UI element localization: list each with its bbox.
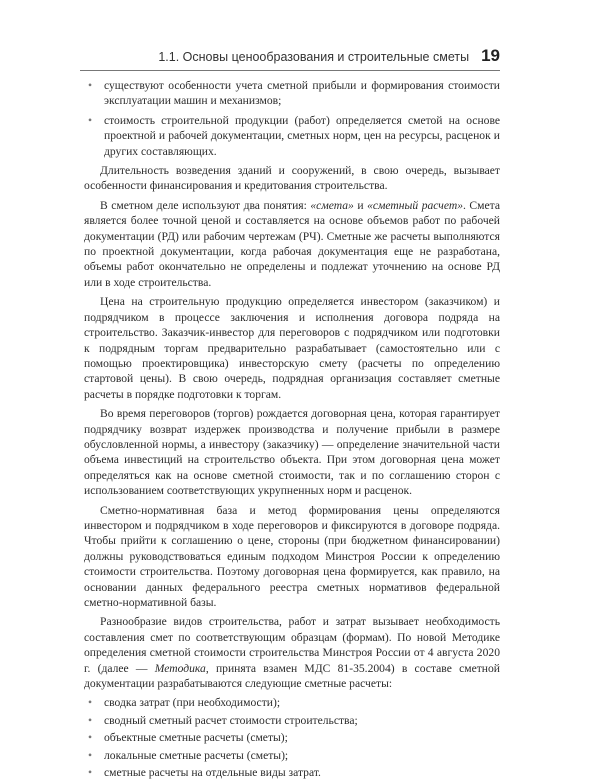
term-metodika: Методика xyxy=(154,661,206,675)
paragraph: В сметном деле используют два понятия: «смета» и «сметный расчет». Смета является более точной ценой и составляется на основе объемов работ по рабочей документации (РД) или рабочим чертежам (РЧ). Сметные же расчеты выполняются по проектной документации, когда рабочая документация еще не разработана, объемы работ окончательно не определены и подлежат уточнению на основе РД или в ходе строительства. xyxy=(84,198,500,289)
paragraph: Длительность возведения зданий и сооружений, в свою очередь, вызывает особенности финансирования и кредитования строительства. xyxy=(84,164,500,193)
list-item: • сметные расчеты на отдельные виды затрат. xyxy=(88,766,321,780)
header-rule xyxy=(80,70,500,71)
bullet-icon: • xyxy=(88,113,93,127)
list-item: • существуют особенности учета сметной прибыли и формирования стоимости эксплуатации машин и механизмов; xyxy=(88,79,500,108)
running-header xyxy=(80,46,500,66)
bullet-icon: • xyxy=(88,696,93,710)
bullet-list-top xyxy=(84,78,500,159)
bullet-icon: • xyxy=(88,713,93,727)
bullet-list-bottom xyxy=(84,695,500,780)
page-number: 19 xyxy=(481,46,500,65)
paragraph: Во время переговоров (торгов) рождается договорная цена, которая гарантирует подрядчику возврат издержек производства и получение прибыли в размере обусловленной нормы, а инвестору (заказчику) — определение значительной части объема инвестиций на строительство объекта. При этом договорная цена может определяться как на основе сметной стоимости, так и по соглашению сторон с использованием соответствующих укрупненных норм и расценок. xyxy=(84,407,500,498)
term-smetny-raschet: «сметный расчет» xyxy=(367,198,463,212)
term-smeta: «смета» xyxy=(310,198,354,212)
list-item: • локальные сметные расчеты (сметы); xyxy=(88,748,289,762)
paragraph: Сметно-нормативная база и метод формирования цены определяются инвестором и подрядчиком в ходе переговоров и фиксируются в договоре подряда. Чтобы прийти к соглашению о цене, стороны (при бюджетном финансировании) должны руководствоваться единым подходом Минстроя России к определению стоимости строительства. Поэтому договорная цена формируется, как правило, на основании данных федерального реестра сметных нормативов федеральной сметно-нормативной базы. xyxy=(84,503,500,609)
list-item: • объектные сметные расчеты (сметы); xyxy=(88,731,288,745)
bullet-icon: • xyxy=(88,731,93,745)
body-text xyxy=(84,78,500,784)
bullet-icon: • xyxy=(88,79,93,92)
bullet-icon: • xyxy=(88,748,93,762)
section-title: 1.1. Основы ценообразования и строительные сметы xyxy=(158,50,470,64)
paragraph: Разнообразие видов строительства, работ и затрат вызывает необходимость составления смет по соответствующим образцам (формам). По новой Методике определения сметной стоимости строительства Минстроя России от 4 августа 2020 г. (далее — Методика, принята взамен МДС 81-35.2004) в составе сметной документации разрабатываются следующие сметные расчеты: xyxy=(84,615,500,691)
list-item: • сводка затрат (при необходимости); xyxy=(88,696,281,710)
paragraph: Цена на строительную продукцию определяется инвестором (заказчиком) и подрядчиком в процессе заключения и исполнения договора подряда на строительство. Заказчик-инвестор для переговоров с подрядчиком или подготовки к подрядным торгам предварительно разрабатывает (самостоятельно или с помощью проектировщика) инвесторскую смету (расчеты по определению стартовой цены). В свою очередь, подрядная организация составляет сметные расчеты в порядке подготовки к торгам. xyxy=(84,295,500,401)
list-item: • сводный сметный расчет стоимости строительства; xyxy=(88,713,358,727)
list-item: • стоимость строительной продукции (работ) определяется сметой на основе проектной и рабочей документации, сметных норм, цен на ресурсы, расценок и других составляющих. xyxy=(88,113,500,158)
bullet-icon: • xyxy=(88,766,93,780)
